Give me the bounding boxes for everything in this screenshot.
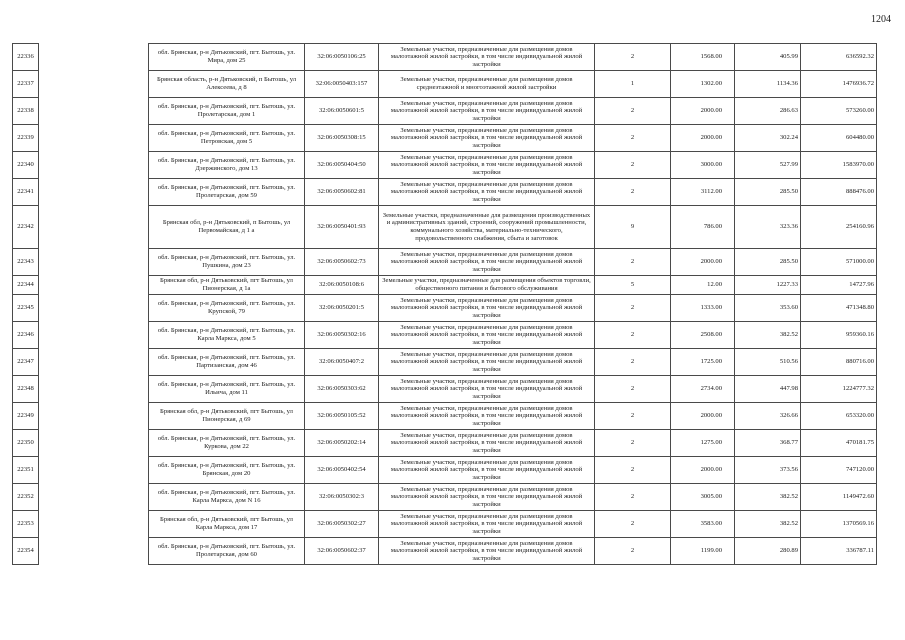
specific-value-cell: 527.99 xyxy=(735,152,801,179)
specific-value-cell: 382.52 xyxy=(735,322,801,349)
table-row xyxy=(13,511,877,538)
row-number: 22341 xyxy=(13,179,39,206)
row-number: 22342 xyxy=(13,206,39,249)
spacer-cell xyxy=(39,322,149,349)
cadastral-value-cell: 470181.75 xyxy=(801,430,877,457)
row-number: 22339 xyxy=(13,125,39,152)
spacer-cell xyxy=(39,457,149,484)
land-use-cell: Земельные участки, предназначенные для размещения домов малоэтажной жилой застройки, в том числе индивидуальной жилой застройки xyxy=(379,44,595,71)
area-cell: 3005.00 xyxy=(671,484,735,511)
group-number-cell: 2 xyxy=(595,403,671,430)
cadastral-number-cell: 32:06:0050302:3 xyxy=(305,484,379,511)
cadastral-number-cell: 32:06:0050401:93 xyxy=(305,206,379,249)
spacer-cell xyxy=(39,152,149,179)
spacer-cell xyxy=(39,276,149,295)
group-number-cell: 2 xyxy=(595,322,671,349)
group-number-cell: 5 xyxy=(595,276,671,295)
cadastral-number-cell: 32:06:0050303:62 xyxy=(305,376,379,403)
specific-value-cell: 302.24 xyxy=(735,125,801,152)
cadastral-value-cell: 959360.16 xyxy=(801,322,877,349)
specific-value-cell: 1134.36 xyxy=(735,71,801,98)
land-use-cell: Земельные участки, предназначенные для размещения объектов торговли, общественного питания и бытового обслуживания xyxy=(379,276,595,295)
cadastral-value-table xyxy=(12,43,877,565)
land-use-cell: Земельные участки, предназначенные для размещения производственных и административных зданий, строений, сооружений промышленности, коммунального хозяйства, материально-технического, продовольственного снабжения, сбыта и заготовок xyxy=(379,206,595,249)
specific-value-cell: 286.63 xyxy=(735,98,801,125)
specific-value-cell: 510.56 xyxy=(735,349,801,376)
land-use-cell: Земельные участки, предназначенные для размещения домов малоэтажной жилой застройки, в том числе индивидуальной жилой застройки xyxy=(379,322,595,349)
address-cell: обл. Брянская, р-н Дятьковский, пгт. Бытошь, ул. Пролетарская, дом 59 xyxy=(149,179,305,206)
cadastral-number-cell: 32:06:0050402:54 xyxy=(305,457,379,484)
row-number: 22346 xyxy=(13,322,39,349)
address-cell: обл. Брянская, р-н Дятьковский, пгт. Бытошь, ул. Петровская, дом 5 xyxy=(149,125,305,152)
row-number: 22353 xyxy=(13,511,39,538)
cadastral-value-cell: 571000.00 xyxy=(801,249,877,276)
cadastral-number-cell: 32:06:0050105:52 xyxy=(305,403,379,430)
land-use-cell: Земельные участки, предназначенные для размещения домов малоэтажной жилой застройки, в том числе индивидуальной жилой застройки xyxy=(379,538,595,565)
cadastral-number-cell: 32:06:0050302:27 xyxy=(305,511,379,538)
row-number: 22336 xyxy=(13,44,39,71)
address-cell: обл. Брянская, р-н Дятьковский, пгт. Бытошь, ул. Мира, дом 25 xyxy=(149,44,305,71)
table-row xyxy=(13,376,877,403)
cadastral-value-cell: 888476.00 xyxy=(801,179,877,206)
cadastral-value-cell: 573260.00 xyxy=(801,98,877,125)
specific-value-cell: 285.50 xyxy=(735,179,801,206)
cadastral-number-cell: 32:06:0050404:50 xyxy=(305,152,379,179)
cadastral-value-cell: 1583970.00 xyxy=(801,152,877,179)
table-row xyxy=(13,538,877,565)
spacer-cell xyxy=(39,206,149,249)
address-cell: Брянская обл, р-н Дятьковский, пгт Бытошь, ул Карла Маркса, дом 17 xyxy=(149,511,305,538)
row-number: 22348 xyxy=(13,376,39,403)
table-row xyxy=(13,125,877,152)
address-cell: обл. Брянская, р-н Дятьковский, пгт. Бытошь, ул. Куркова, дом 22 xyxy=(149,430,305,457)
specific-value-cell: 326.66 xyxy=(735,403,801,430)
table-row xyxy=(13,457,877,484)
spacer-cell xyxy=(39,125,149,152)
cadastral-number-cell: 32:06:0050302:16 xyxy=(305,322,379,349)
land-use-cell: Земельные участки, предназначенные для размещения домов малоэтажной жилой застройки, в том числе индивидуальной жилой застройки xyxy=(379,457,595,484)
land-use-cell: Земельные участки, предназначенные для размещения домов среднеэтажной и многоэтажной жилой застройки xyxy=(379,71,595,98)
specific-value-cell: 368.77 xyxy=(735,430,801,457)
spacer-cell xyxy=(39,376,149,403)
cadastral-number-cell: 32:06:0050602:37 xyxy=(305,538,379,565)
cadastral-number-cell: 32:06:0050106:25 xyxy=(305,44,379,71)
group-number-cell: 2 xyxy=(595,125,671,152)
cadastral-value-cell: 14727.96 xyxy=(801,276,877,295)
spacer-cell xyxy=(39,295,149,322)
area-cell: 2000.00 xyxy=(671,403,735,430)
land-use-cell: Земельные участки, предназначенные для размещения домов малоэтажной жилой застройки, в том числе индивидуальной жилой застройки xyxy=(379,349,595,376)
group-number-cell: 2 xyxy=(595,484,671,511)
cadastral-number-cell: 32:06:0050602:81 xyxy=(305,179,379,206)
address-cell: обл. Брянская, р-н Дятьковский, пгт. Бытошь, ул. Ильича, дом 11 xyxy=(149,376,305,403)
cadastral-value-cell: 604480.00 xyxy=(801,125,877,152)
area-cell: 2000.00 xyxy=(671,125,735,152)
table-row xyxy=(13,71,877,98)
address-cell: обл. Брянская, р-н Дятьковский, пгт. Бытошь, ул. Пролетарская, дом 1 xyxy=(149,98,305,125)
group-number-cell: 2 xyxy=(595,179,671,206)
cadastral-number-cell: 32:06:0050202:14 xyxy=(305,430,379,457)
cadastral-number-cell: 32:06:0050407:2 xyxy=(305,349,379,376)
area-cell: 1333.00 xyxy=(671,295,735,322)
table-row xyxy=(13,295,877,322)
cadastral-value-cell: 1476936.72 xyxy=(801,71,877,98)
address-cell: обл. Брянская, р-н Дятьковский, пгт. Бытошь, ул. Крупской, 79 xyxy=(149,295,305,322)
table-row xyxy=(13,276,877,295)
area-cell: 786.00 xyxy=(671,206,735,249)
row-number: 22345 xyxy=(13,295,39,322)
address-cell: обл. Брянская, р-н Дятьковский, пгт. Бытошь, ул. Карла Маркса, дом N 16 xyxy=(149,484,305,511)
land-use-cell: Земельные участки, предназначенные для размещения домов малоэтажной жилой застройки, в том числе индивидуальной жилой застройки xyxy=(379,511,595,538)
table-row xyxy=(13,98,877,125)
group-number-cell: 2 xyxy=(595,349,671,376)
land-use-cell: Земельные участки, предназначенные для размещения домов малоэтажной жилой застройки, в том числе индивидуальной жилой застройки xyxy=(379,179,595,206)
spacer-cell xyxy=(39,430,149,457)
cadastral-value-cell: 254160.96 xyxy=(801,206,877,249)
land-use-cell: Земельные участки, предназначенные для размещения домов малоэтажной жилой застройки, в том числе индивидуальной жилой застройки xyxy=(379,152,595,179)
area-cell: 2000.00 xyxy=(671,457,735,484)
row-number: 22338 xyxy=(13,98,39,125)
land-use-cell: Земельные участки, предназначенные для размещения домов малоэтажной жилой застройки, в том числе индивидуальной жилой застройки xyxy=(379,295,595,322)
cadastral-number-cell: 32:06:0050403:157 xyxy=(305,71,379,98)
area-cell: 1568.00 xyxy=(671,44,735,71)
group-number-cell: 2 xyxy=(595,457,671,484)
specific-value-cell: 405.99 xyxy=(735,44,801,71)
group-number-cell: 2 xyxy=(595,376,671,403)
area-cell: 2000.00 xyxy=(671,249,735,276)
area-cell: 2734.00 xyxy=(671,376,735,403)
cadastral-value-cell: 336787.11 xyxy=(801,538,877,565)
spacer-cell xyxy=(39,98,149,125)
cadastral-number-cell: 32:06:0050601:5 xyxy=(305,98,379,125)
specific-value-cell: 280.89 xyxy=(735,538,801,565)
cadastral-value-cell: 1370569.16 xyxy=(801,511,877,538)
specific-value-cell: 373.56 xyxy=(735,457,801,484)
cadastral-value-cell: 747120.00 xyxy=(801,457,877,484)
address-cell: Брянская обл, р-н Дятьковский, пгт Бытошь, ул Пионерская, д 1а xyxy=(149,276,305,295)
specific-value-cell: 353.60 xyxy=(735,295,801,322)
table-row xyxy=(13,179,877,206)
page-number: 1204 xyxy=(871,14,891,25)
land-use-cell: Земельные участки, предназначенные для размещения домов малоэтажной жилой застройки, в том числе индивидуальной жилой застройки xyxy=(379,376,595,403)
cadastral-number-cell: 32:06:0050308:15 xyxy=(305,125,379,152)
row-number: 22352 xyxy=(13,484,39,511)
land-use-cell: Земельные участки, предназначенные для размещения домов малоэтажной жилой застройки, в том числе индивидуальной жилой застройки xyxy=(379,484,595,511)
area-cell: 3583.00 xyxy=(671,511,735,538)
row-number: 22354 xyxy=(13,538,39,565)
area-cell: 3112.00 xyxy=(671,179,735,206)
table-body xyxy=(13,44,877,565)
area-cell: 1725.00 xyxy=(671,349,735,376)
land-use-cell: Земельные участки, предназначенные для размещения домов малоэтажной жилой застройки, в том числе индивидуальной жилой застройки xyxy=(379,430,595,457)
spacer-cell xyxy=(39,484,149,511)
group-number-cell: 2 xyxy=(595,511,671,538)
group-number-cell: 2 xyxy=(595,538,671,565)
land-use-cell: Земельные участки, предназначенные для размещения домов малоэтажной жилой застройки, в том числе индивидуальной жилой застройки xyxy=(379,403,595,430)
row-number: 22344 xyxy=(13,276,39,295)
spacer-cell xyxy=(39,349,149,376)
spacer-cell xyxy=(39,511,149,538)
table-row xyxy=(13,484,877,511)
row-number: 22350 xyxy=(13,430,39,457)
row-number: 22343 xyxy=(13,249,39,276)
cadastral-value-cell: 636592.32 xyxy=(801,44,877,71)
spacer-cell xyxy=(39,249,149,276)
table-row xyxy=(13,403,877,430)
table-row xyxy=(13,44,877,71)
row-number: 22347 xyxy=(13,349,39,376)
table-row xyxy=(13,206,877,249)
table-row xyxy=(13,430,877,457)
cadastral-value-cell: 880716.00 xyxy=(801,349,877,376)
group-number-cell: 2 xyxy=(595,295,671,322)
specific-value-cell: 382.52 xyxy=(735,484,801,511)
row-number: 22340 xyxy=(13,152,39,179)
specific-value-cell: 285.50 xyxy=(735,249,801,276)
address-cell: обл. Брянская, р-н Дятьковский, пгт. Бытошь, ул. Карла Маркса, дом 5 xyxy=(149,322,305,349)
group-number-cell: 1 xyxy=(595,71,671,98)
specific-value-cell: 323.36 xyxy=(735,206,801,249)
address-cell: обл. Брянская, р-н Дятьковский, пгт. Бытошь, ул. Брянская, дом 20 xyxy=(149,457,305,484)
group-number-cell: 2 xyxy=(595,249,671,276)
address-cell: обл. Брянская, р-н Дятьковский, пгт. Бытошь, ул. Дзержинского, дом 13 xyxy=(149,152,305,179)
area-cell: 2508.00 xyxy=(671,322,735,349)
cadastral-number-cell: 32:06:0050108:6 xyxy=(305,276,379,295)
land-use-cell: Земельные участки, предназначенные для размещения домов малоэтажной жилой застройки, в том числе индивидуальной жилой застройки xyxy=(379,98,595,125)
table-row xyxy=(13,322,877,349)
spacer-cell xyxy=(39,71,149,98)
area-cell: 1275.00 xyxy=(671,430,735,457)
spacer-cell xyxy=(39,44,149,71)
address-cell: Брянская обл, р-н Дятьковский, пгт Бытошь, ул Пионерская, д 69 xyxy=(149,403,305,430)
group-number-cell: 2 xyxy=(595,98,671,125)
cadastral-number-cell: 32:06:0050602:73 xyxy=(305,249,379,276)
cadastral-value-cell: 471348.80 xyxy=(801,295,877,322)
row-number: 22351 xyxy=(13,457,39,484)
area-cell: 1199.00 xyxy=(671,538,735,565)
specific-value-cell: 1227.33 xyxy=(735,276,801,295)
address-cell: обл. Брянская, р-н Дятьковский, пгт. Бытошь, ул. Пушкина, дом 23 xyxy=(149,249,305,276)
address-cell: Брянская область, р-н Дятьковский, п Бытошь, ул Алексеева, д 8 xyxy=(149,71,305,98)
group-number-cell: 2 xyxy=(595,430,671,457)
area-cell: 12.00 xyxy=(671,276,735,295)
specific-value-cell: 382.52 xyxy=(735,511,801,538)
cadastral-value-cell: 653320.00 xyxy=(801,403,877,430)
cadastral-value-cell: 1224777.32 xyxy=(801,376,877,403)
land-use-cell: Земельные участки, предназначенные для размещения домов малоэтажной жилой застройки, в том числе индивидуальной жилой застройки xyxy=(379,125,595,152)
address-cell: обл. Брянская, р-н Дятьковский, пгт. Бытошь, ул. Пролетарская, дом 60 xyxy=(149,538,305,565)
specific-value-cell: 447.98 xyxy=(735,376,801,403)
address-cell: обл. Брянская, р-н Дятьковский, пгт. Бытошь, ул. Партизанская, дом 46 xyxy=(149,349,305,376)
area-cell: 1302.00 xyxy=(671,71,735,98)
row-number: 22337 xyxy=(13,71,39,98)
land-use-cell: Земельные участки, предназначенные для размещения домов малоэтажной жилой застройки, в том числе индивидуальной жилой застройки xyxy=(379,249,595,276)
row-number: 22349 xyxy=(13,403,39,430)
area-cell: 2000.00 xyxy=(671,98,735,125)
table-row xyxy=(13,152,877,179)
group-number-cell: 2 xyxy=(595,152,671,179)
spacer-cell xyxy=(39,538,149,565)
table-row xyxy=(13,249,877,276)
spacer-cell xyxy=(39,179,149,206)
group-number-cell: 2 xyxy=(595,44,671,71)
area-cell: 3000.00 xyxy=(671,152,735,179)
spacer-cell xyxy=(39,403,149,430)
cadastral-value-cell: 1149472.60 xyxy=(801,484,877,511)
address-cell: Брянская обл, р-н Дятьковский, п Бытошь, ул Первомайская, д 1 а xyxy=(149,206,305,249)
table-row xyxy=(13,349,877,376)
group-number-cell: 9 xyxy=(595,206,671,249)
cadastral-number-cell: 32:06:0050201:5 xyxy=(305,295,379,322)
